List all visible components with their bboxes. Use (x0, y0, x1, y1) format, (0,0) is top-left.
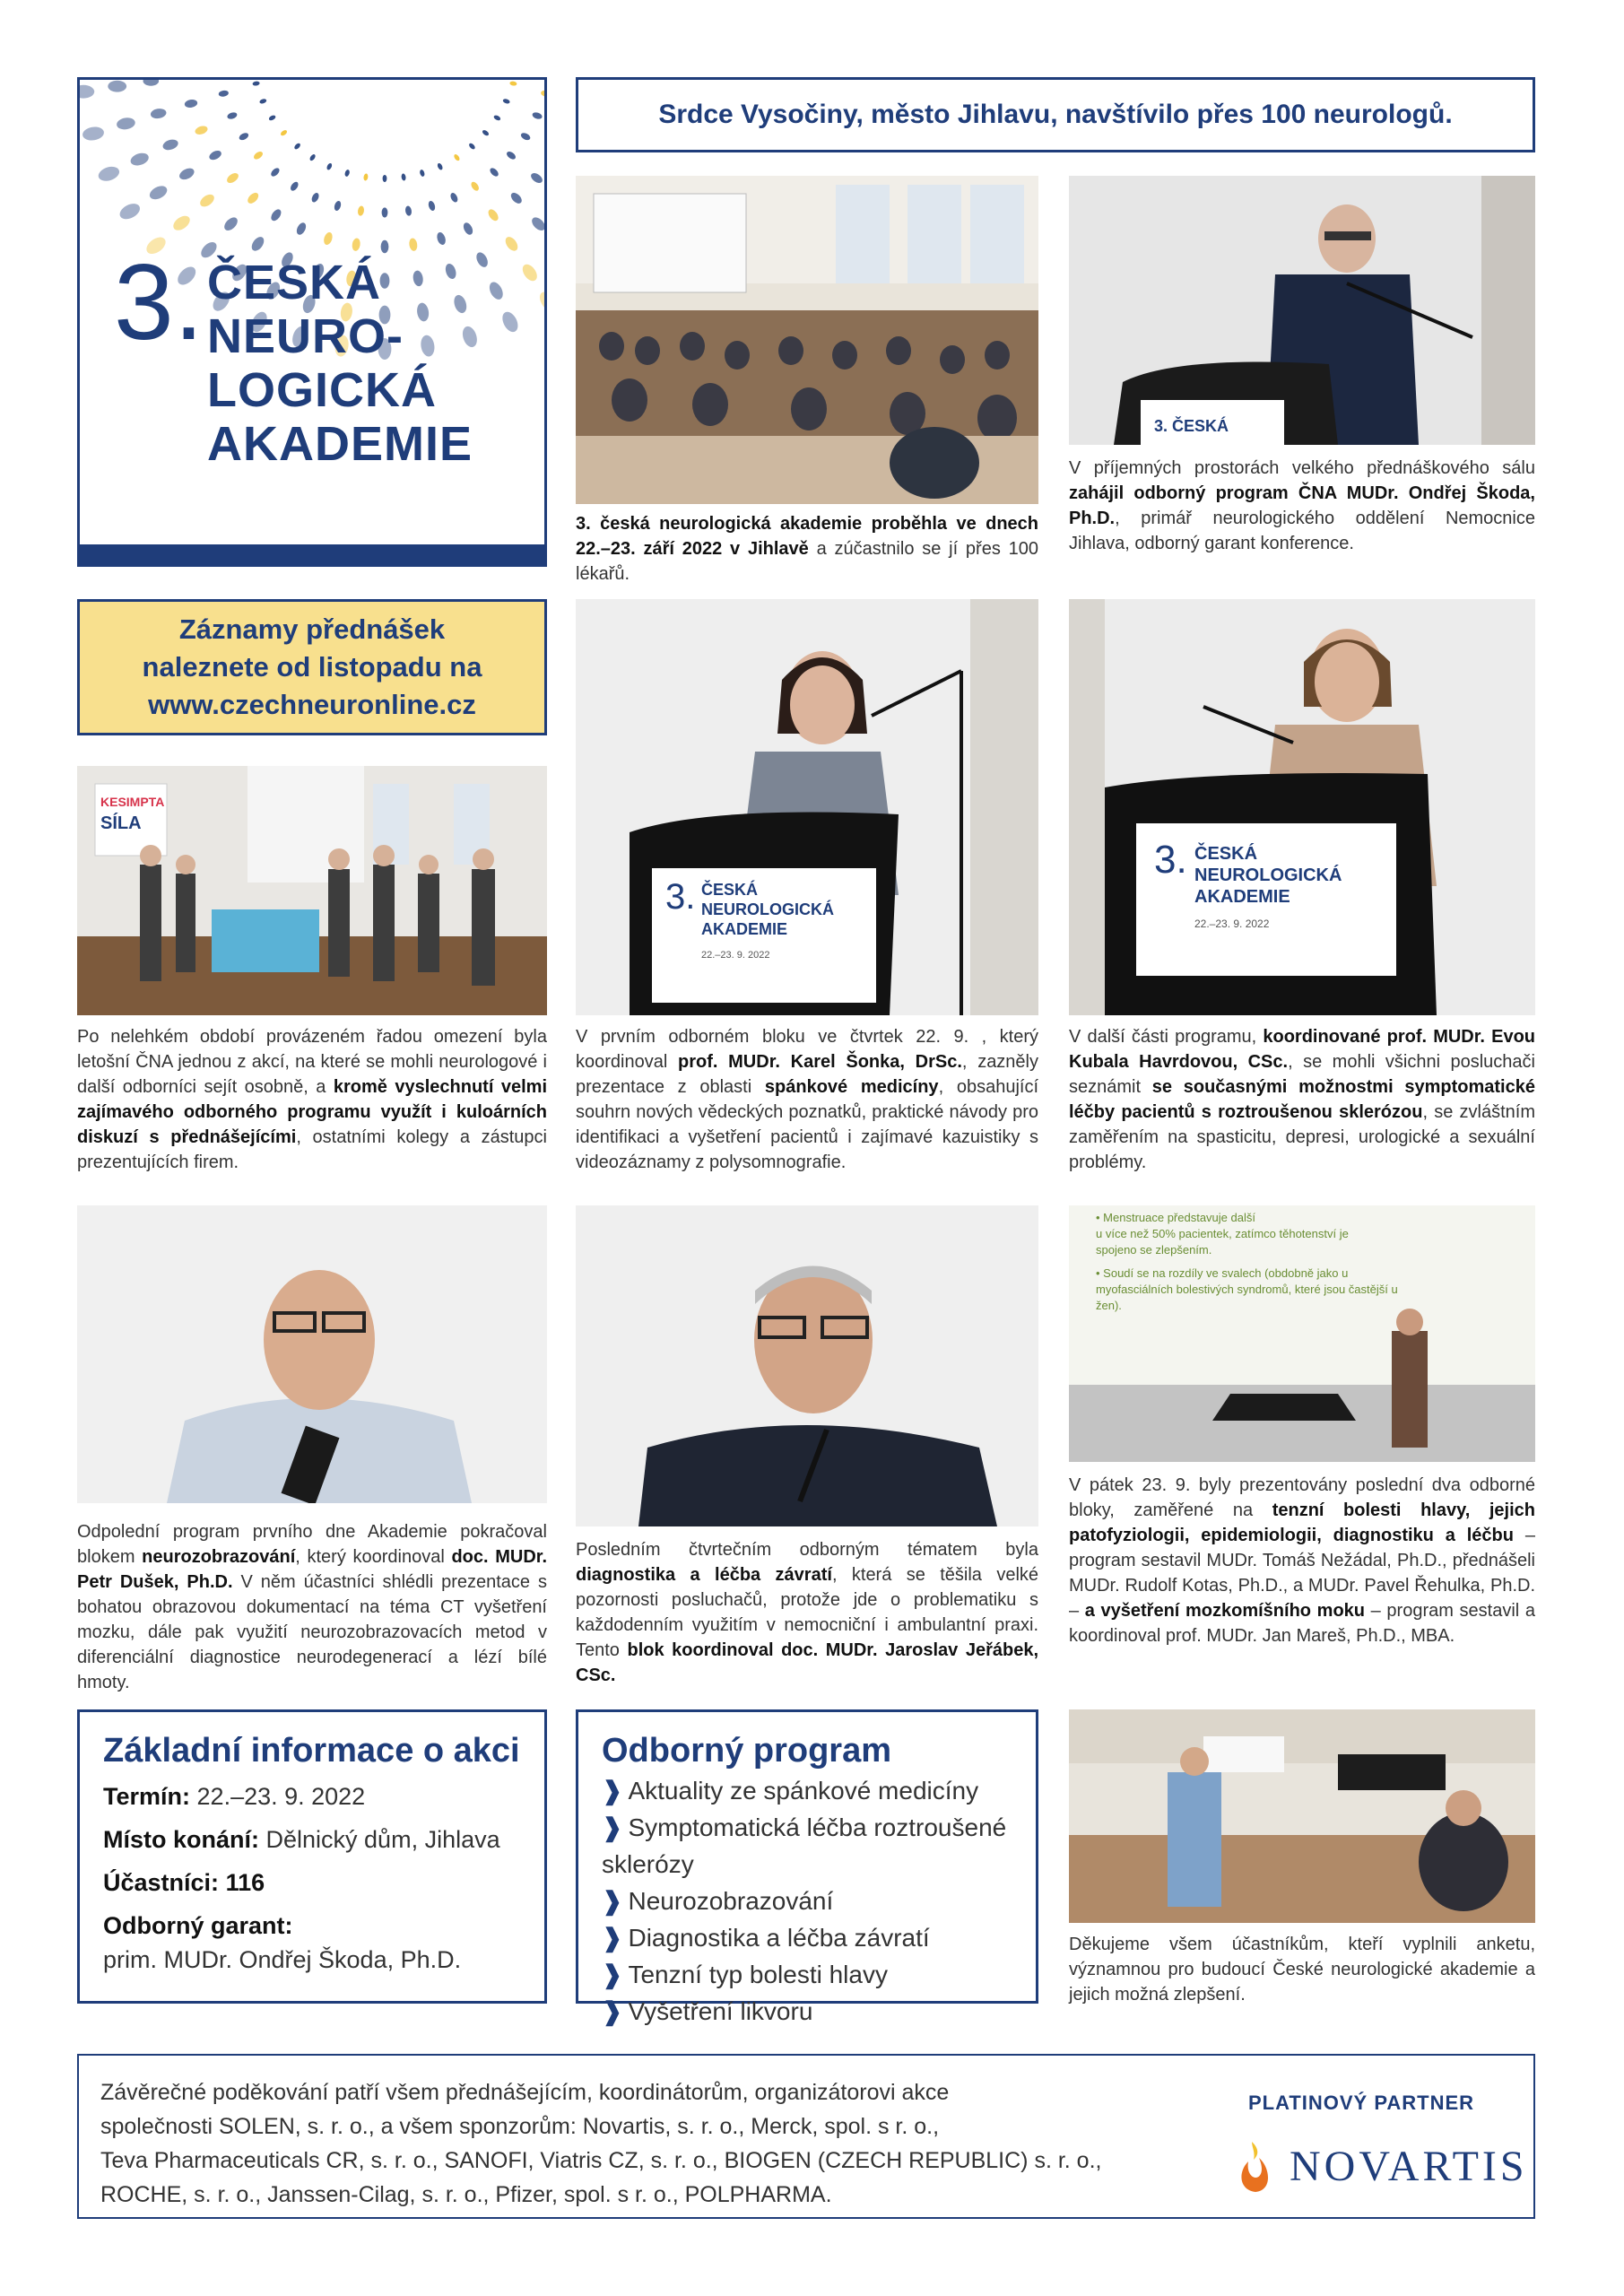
logo-dot (249, 235, 266, 254)
ack-line-3: Teva Pharmaceuticals CR, s. r. o., SANOFI, Viatris CZ, s. r. o., BIOGEN (CZECH REPUBLIC) s. r. o., (100, 2148, 1102, 2173)
program-title: Odborný program (602, 1732, 892, 1770)
logo-dot (227, 111, 239, 120)
arrow-icon: ❱ (602, 1924, 623, 1952)
caption-run: , obsahující souhrn nových vědeckých poznatků, praktické návody pro identifikaci a vyšetření pacientů i zajímavé kazuistiky s videozáznamy z polysomnografie. (576, 1077, 1038, 1172)
program-item: ❱ Symptomatická léčba roztroušené sklerózy (602, 1813, 1007, 1878)
logo-dot (532, 111, 543, 120)
logo-dot (97, 164, 121, 183)
logo-dot (419, 169, 425, 177)
caption-run: se současnými možnostmi symptomatické léčby pacientů s roztroušenou sklerózou (1069, 1077, 1535, 1122)
logo-dot (468, 143, 476, 151)
arrow-icon: ❱ (602, 1777, 623, 1805)
logo-dot (453, 153, 461, 161)
podium-sign-number: 3. (665, 877, 696, 917)
logo-line-4: AKADEMIE (207, 417, 473, 471)
logo-dot (520, 132, 532, 142)
podium-sign-2-line3: AKADEMIE (1194, 887, 1290, 907)
info-guarantor (103, 1909, 521, 1977)
logo-dot (326, 162, 333, 170)
logo-dot (470, 180, 481, 192)
caption-run: doc. MUDr. Petr Dušek, Ph.D. (77, 1547, 548, 1592)
novartis-flame-icon (1236, 2140, 1275, 2194)
logo-dot (503, 235, 520, 254)
logo-dot (289, 180, 300, 192)
logo-dot (334, 200, 343, 212)
caption-run: Děkujeme všem účastníkům, kteří vyplnili anketu, významnou pro budoucí České neurologické akademie a jejich možná zlepšení. (1069, 1935, 1535, 2005)
basic-info-box (77, 1709, 547, 2004)
caption-run: Po nelehkém období provázeném řadou omezení byla letošní ČNA jednou z akcí, na které se mohli neurologové i další odborníci sejít osobně, a (77, 1027, 547, 1097)
info-term (103, 1779, 521, 1813)
info-participants (103, 1866, 521, 1900)
logo-dot (80, 85, 94, 99)
logo-dot (198, 192, 217, 209)
logo-dot (474, 250, 491, 269)
logo-dot (293, 143, 301, 151)
caption-run: zahájil odborný program ČNA MUDr. Ondřej Škoda, Ph.D. (1069, 483, 1535, 528)
partner-label: PLATINOVÝ PARTNER (1247, 2092, 1475, 2114)
caption-ms (1069, 1024, 1535, 1175)
logo-dot (252, 81, 260, 86)
program-item: ❱ Aktuality ze spánkové medicíny (602, 1777, 979, 1805)
logo-dot (194, 125, 208, 136)
logo-dot (270, 167, 282, 178)
logo-dot (486, 207, 500, 222)
logo-dot (295, 222, 308, 237)
logo-dot (352, 238, 361, 252)
program-box (576, 1709, 1038, 2025)
logo-dot (505, 150, 517, 161)
svg-text:3. ČESKÁ: 3. ČESKÁ (1154, 417, 1229, 435)
photo-opening-speaker (1069, 176, 1535, 445)
podium-sign-line2: NEUROLOGICKÁ (701, 900, 834, 918)
basic-info-title: Základní informace o akci (103, 1732, 520, 1770)
logo-dot (357, 205, 364, 216)
caption-run: spánkové medicíny (764, 1077, 939, 1097)
info-venue-value: Dělnický dům, Jihlava (265, 1826, 500, 1853)
logo-dot (363, 173, 369, 181)
slide-line-6: žen). (1096, 1299, 1122, 1312)
academy-logo (77, 77, 547, 567)
logo-dot (268, 114, 276, 121)
caption-run: , primář neurologického oddělení Nemocnice Jihlava, odborný garant konference. (1069, 509, 1535, 553)
logo-dot (344, 169, 351, 177)
photo-ms-speaker (1069, 599, 1535, 1015)
caption-run: a zúčastnilo se jí přes 100 lékařů. (576, 539, 1038, 584)
logo-dot (208, 149, 223, 161)
logo-dot (383, 175, 387, 182)
arrow-icon: ❱ (602, 1997, 623, 2025)
caption-run: blok koordinoval doc. MUDr. Jaroslav Jeřábek, CSc. (576, 1640, 1038, 1685)
logo-dot (129, 151, 151, 168)
caption-run: , ostatními kolegy a zástupci prezentujících firem. (77, 1127, 547, 1172)
logo-dot (252, 150, 264, 161)
photo-networking (77, 766, 547, 1015)
novartis-logo (1236, 2136, 1541, 2199)
caption-run: 3. česká neurologická akademie proběhla ve dnech 22.–23. září 2022 v Jihlavě (576, 514, 1038, 559)
logo-dot (147, 183, 169, 202)
caption-run: V příjemných prostorách velkého přednáškového sálu (1069, 458, 1535, 478)
caption-run: V něm účastníci shlédli prezentace s bohatou obrazovou dokumentací na téma CT vyšetření mozku, dále pak využití neurozobrazovacích metod v diferenciální diagnostice neurodegenerací a lézí bílé hmoty. (77, 1572, 547, 1692)
caption-survey (1069, 1932, 1535, 2007)
logo-dot (509, 81, 517, 86)
caption-run: Posledním čtvrtečním odborným tématem byla (576, 1540, 1038, 1560)
logo-dot (487, 280, 506, 301)
caption-vertigo (576, 1537, 1038, 1688)
program-item: ❱ Neurozobrazování (602, 1887, 834, 1915)
logo-line-3: LOGICKÁ (207, 363, 437, 417)
caption-run: , který koordinoval (295, 1547, 452, 1567)
logo-dot (308, 153, 317, 161)
logo-dot (509, 191, 524, 205)
program-item: ❱ Diagnostika a léčba závratí (602, 1924, 930, 1952)
logo-dot (184, 99, 198, 109)
podium-sign-2-line1: ČESKÁ (1194, 844, 1258, 864)
logo-bottom-bar (80, 544, 544, 564)
caption-run: V další části programu, (1069, 1027, 1264, 1047)
slide-line-1: • Menstruace představuje další (1096, 1211, 1255, 1224)
photo-sleep-medicine-speaker (576, 599, 1038, 1015)
caption-run: , se mohli všichni posluchači seznámit (1069, 1052, 1535, 1097)
caption-headache (1069, 1473, 1535, 1648)
logo-dot (269, 207, 283, 222)
arrow-icon: ❱ (602, 1887, 623, 1915)
svg-text:SÍLA: SÍLA (100, 813, 142, 833)
logo-dot (401, 173, 406, 181)
logo-dot (225, 171, 240, 186)
info-term-label: Termín: (103, 1783, 191, 1810)
caption-run: , která se těšila velké pozornosti posluchačů, protože jde o problematiku s každodenním využitím v nemocniční i ambulantní praxi. Tento (576, 1565, 1039, 1660)
info-participants-value: 116 (225, 1869, 265, 1896)
logo-dot (493, 114, 501, 121)
logo-dot (280, 129, 288, 137)
headline: Srdce Vysočiny, město Jihlavu, navštívilo přes 100 neurologů. (576, 77, 1535, 152)
info-venue-label: Místo konání: (103, 1826, 259, 1853)
recordings-link[interactable]: www.czechneuronline.cz (148, 689, 476, 720)
caption-run: kromě vyslechnutí velmi zajímavého odborného programu využít i kuloárních diskuzí s přednášejícími (77, 1077, 548, 1147)
info-venue (103, 1822, 521, 1857)
arrow-icon: ❱ (602, 1813, 623, 1841)
logo-dot (150, 108, 167, 119)
logo-dot (218, 90, 229, 97)
logo-dot (436, 231, 447, 246)
caption-run: V pátek 23. 9. byly prezentovány poslední dva odborné bloky, zaměřené na (1069, 1475, 1535, 1520)
info-term-value: 22.–23. 9. 2022 (196, 1783, 366, 1810)
podium-sign-2-line2: NEUROLOGICKÁ (1194, 865, 1342, 885)
logo-dot (381, 240, 389, 253)
caption-run: Odpolední program prvního dne Akademie pokračoval blokem (77, 1522, 547, 1567)
caption-run: , se zvláštním zaměřením na spasticitu, depresi, urologické a sexuální problémy. (1069, 1102, 1535, 1172)
logo-dot (408, 238, 418, 252)
logo-title (207, 256, 473, 471)
logo-dot (536, 289, 547, 314)
logo-dot (310, 192, 320, 204)
caption-run: prof. MUDr. Karel Šonka, DrSc. (678, 1052, 962, 1072)
logo-line-1: ČESKÁ (207, 256, 382, 309)
logo-number: 3. (114, 242, 204, 362)
podium-sign-date: 22.–23. 9. 2022 (701, 950, 770, 961)
caption-run: a vyšetření mozkomíšního moku (1084, 1601, 1365, 1621)
logo-dot (482, 129, 490, 137)
recordings-line-2: naleznete od listopadu na (142, 651, 482, 683)
caption-neuroimaging (77, 1519, 547, 1695)
logo-dot (489, 167, 500, 178)
podium-sign-line1: ČESKÁ (701, 881, 759, 899)
logo-dot (170, 213, 192, 233)
logo-dot (178, 166, 196, 182)
logo-dot (259, 98, 267, 104)
slide-line-2: u více než 50% pacientek, zatímco těhotenství je (1096, 1227, 1349, 1240)
caption-run: – program sestavil MUDr. Tomáš Nežádal, Ph.D., přednášeli MUDr. Rudolf Kotas, Ph.D., a MUDr. Pavel Řehulka, Ph.D. – (1069, 1526, 1536, 1621)
acknowledgement-text (100, 2075, 1159, 2212)
logo-dot (108, 81, 126, 92)
logo-dot (520, 262, 541, 283)
logo-line-2: NEURO- (207, 309, 404, 363)
caption-run: neurozobrazování (142, 1547, 296, 1567)
caption-run: tenzní bolesti hlavy, jejich patofyziologii, epidemiologii, diagnostiku a léčbu (1069, 1500, 1535, 1545)
logo-dot (238, 132, 249, 142)
logo-dot (382, 207, 388, 217)
logo-dot (246, 191, 260, 205)
caption-networking (77, 1024, 547, 1175)
novartis-wordmark: NOVARTIS (1290, 2143, 1528, 2190)
ack-line-1: Závěrečné poděkování patří všem přednášejícím, koordinátorům, organizátorovi akce (100, 2080, 950, 2105)
slide-line-4: • Soudí se na rozdíly ve svalech (obdobně jako u (1096, 1266, 1349, 1280)
logo-dot (82, 126, 105, 142)
caption-sleep-medicine (576, 1024, 1038, 1175)
info-guarantor-value: prim. MUDr. Ondřej Škoda, Ph.D. (103, 1946, 462, 1973)
photo-neuroimaging-speaker (77, 1205, 547, 1503)
logo-dot (117, 201, 143, 222)
logo-dot (221, 215, 239, 233)
arrow-icon: ❱ (602, 1961, 623, 1988)
logo-dot (529, 215, 547, 233)
logo-dot (529, 171, 544, 186)
ack-line-4: ROCHE, s. r. o., Janssen-Cilag, s. r. o., Pfizer, spol. s r. o., POLPHARMA. (100, 2182, 832, 2207)
podium-sign-line3: AKADEMIE (701, 920, 788, 938)
logo-dot (499, 309, 521, 335)
photo-headache-lecture (1069, 1205, 1535, 1462)
logo-dot (437, 162, 444, 170)
recordings-line-1: Záznamy přednášek (178, 613, 446, 645)
caption-run: V prvním odborném bloku ve čtvrtek 22. 9. , který koordinoval (576, 1027, 1038, 1072)
program-item: ❱ Tenzní typ bolesti hlavy (602, 1961, 888, 1988)
caption-run: , zazněly prezentace z oblasti (576, 1052, 1039, 1097)
photo-lecture-hall (576, 176, 1038, 504)
logo-dot (462, 222, 474, 237)
photo-vertigo-speaker (576, 1205, 1038, 1526)
slide-line-5: myofasciálních bolestivých syndromů, které jsou častější u (1096, 1283, 1398, 1296)
svg-text:KESIMPTA: KESIMPTA (100, 795, 165, 809)
info-participants-label: Účastníci: (103, 1869, 220, 1896)
caption-run: – program sestavil a koordinoval prof. MUDr. Jan Mareš, Ph.D., MBA. (1069, 1601, 1535, 1646)
program-item: ❱ Vyšetření likvoru (602, 1997, 813, 2025)
logo-dot (322, 231, 334, 246)
logo-dot (428, 200, 437, 212)
info-guarantor-label: Odborný garant: (103, 1912, 293, 1939)
logo-dot (161, 138, 179, 152)
recordings-box (77, 599, 547, 735)
acknowledgement-box (77, 2054, 1535, 2219)
caption-opening-speaker (1069, 456, 1535, 556)
logo-dot (143, 80, 160, 86)
podium-sign-2-number: 3. (1154, 838, 1187, 882)
caption-run: diagnostika a léčba závratí (576, 1565, 832, 1585)
logo-dot (404, 205, 412, 216)
logo-dot (116, 117, 136, 131)
photo-survey-speaker (1069, 1709, 1535, 1923)
ack-line-2: společnosti SOLEN, s. r. o., a všem sponzorům: Novartis, s. r. o., Merck, spol. s r. o., (100, 2114, 940, 2139)
slide-line-3: spojeno se zlepšením. (1096, 1243, 1212, 1257)
caption-lecture-hall (576, 511, 1038, 587)
logo-dot (541, 90, 547, 97)
logo-dot (502, 98, 510, 104)
caption-run: koordinované prof. MUDr. Evou Kubala Havrdovou, CSc. (1069, 1027, 1535, 1072)
podium-sign-2-date: 22.–23. 9. 2022 (1194, 918, 1270, 930)
logo-dot (449, 192, 459, 204)
